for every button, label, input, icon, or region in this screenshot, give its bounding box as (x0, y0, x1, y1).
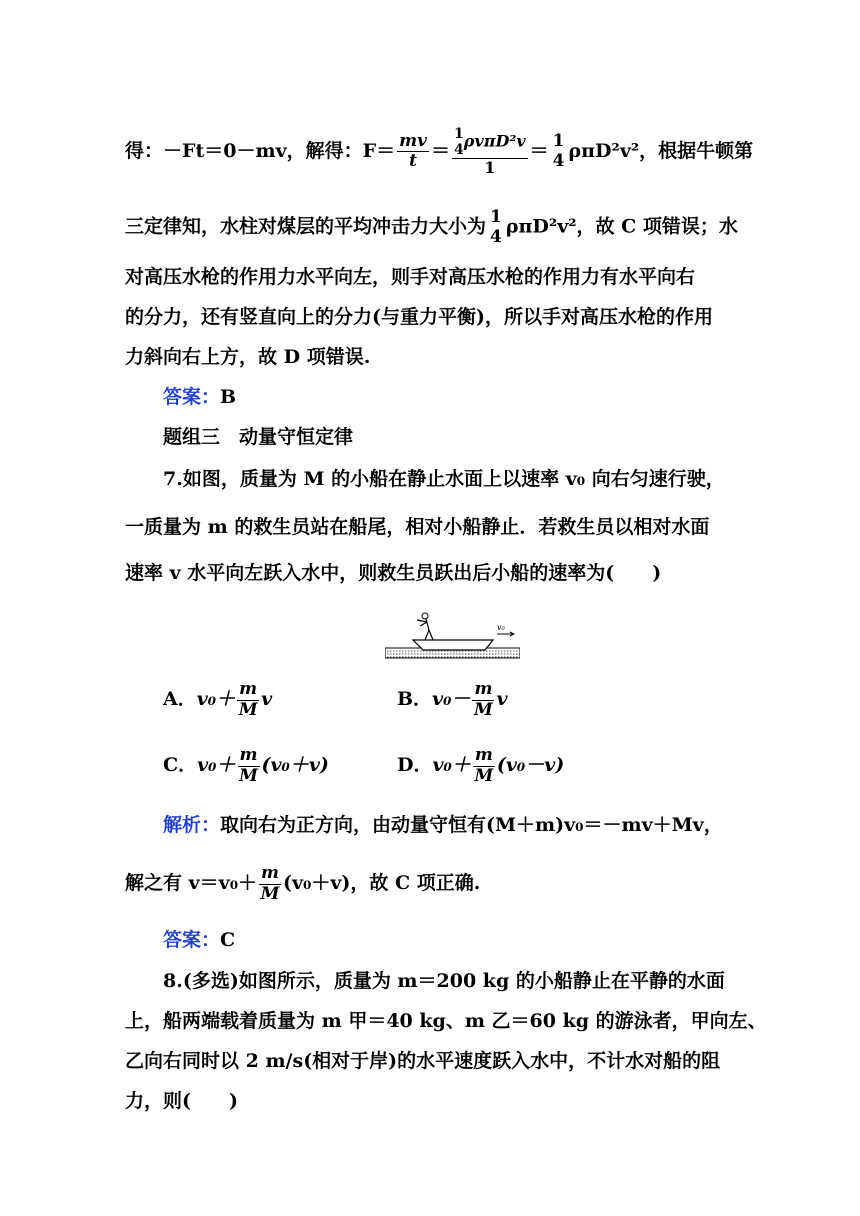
solution-line-4: 的分力，还有竖直向上的分力(与重力平衡)，所以手对高压水枪的作用 (125, 306, 713, 328)
text: ＝ (431, 139, 451, 162)
answer-2 (163, 931, 235, 950)
text: 得： (125, 139, 164, 162)
answer-1 (163, 388, 236, 407)
answer-label: 答案： (163, 929, 221, 951)
boat-figure (385, 610, 520, 660)
text: 三定律知，水柱对煤层的平均冲击力大小为 (125, 215, 487, 238)
solution-line-1 (125, 126, 753, 178)
question-7-line-1: 7.如图，质量为 M 的小船在静止水面上以速率 v₀ 向右匀速行驶， (163, 468, 725, 490)
question-8-line-3: 乙向右同时以 2 m/s(相对于岸)的水平速度跃入水中，不计水对船的阻 (125, 1050, 721, 1072)
text: F＝ (362, 139, 396, 162)
question-8-line-2: 上，船两端载着质量为 m 甲＝40 kg、m 乙＝60 kg 的游泳者，甲向左、 (125, 1010, 767, 1032)
question-8-line-4: 力，则( ) (125, 1090, 238, 1112)
answer-label: 答案： (163, 386, 221, 408)
velocity-label: v₀ (497, 623, 505, 632)
text: －Ft＝0－mv，解得： (163, 139, 363, 162)
solution-line-5: 力斜向右上方，故 D 项错误. (125, 346, 371, 368)
text: 取向右为正方向，由动量守恒有(M＋m)v₀＝－mv＋Mv， (220, 814, 723, 836)
analysis-line-1 (163, 816, 723, 835)
fraction-quarter: 1 4 (552, 131, 565, 171)
question-7-line-3: 速率 v 水平向左跃入水中，则救生员跃出后小船的速率为( ) (125, 562, 662, 584)
section-heading: 题组三 动量守恒定律 (163, 426, 354, 448)
text: ρπD²v²，根据牛顿第 (568, 139, 754, 162)
option-a[interactable]: A．v₀＋ $\frac{m}{M}$ v (163, 679, 273, 720)
analysis-label: 解析： (163, 814, 221, 836)
text: ρπD²v²，故 C 项错误；水 (505, 215, 738, 238)
fraction-quarter: 1 4 (490, 207, 502, 247)
solution-line-2 (125, 208, 738, 247)
option-b[interactable]: B．v₀－ $\frac{m}{M}$ v (397, 679, 508, 720)
fraction-mv-over-t: $\frac{mv}{t}$ (399, 130, 428, 172)
option-c[interactable]: C．v₀＋ $\frac{m}{M}$ (v₀＋v) (163, 745, 329, 786)
answer-value: C (220, 929, 236, 951)
solution-line-3: 对高压水枪的作用力水平向左，则手对高压水枪的作用力有水平向右 (125, 266, 696, 288)
question-7-line-2: 一质量为 m 的救生员站在船尾，相对小船静止．若救生员以相对水面 (125, 516, 710, 538)
option-d[interactable]: D．v₀＋ $\frac{m}{M}$ (v₀－v) (397, 745, 565, 786)
analysis-line-2: 解之有 v＝v₀＋ $\frac{m}{M}$ (v₀＋v)，故 C 项正确. (125, 863, 481, 904)
question-8-line-1: 8.(多选)如图所示，质量为 m＝200 kg 的小船静止在平静的水面 (163, 970, 725, 992)
text: ＝ (529, 139, 549, 162)
answer-value: B (220, 386, 237, 408)
fraction-compound: 1 4 ρvπD²v 1 (454, 126, 526, 178)
